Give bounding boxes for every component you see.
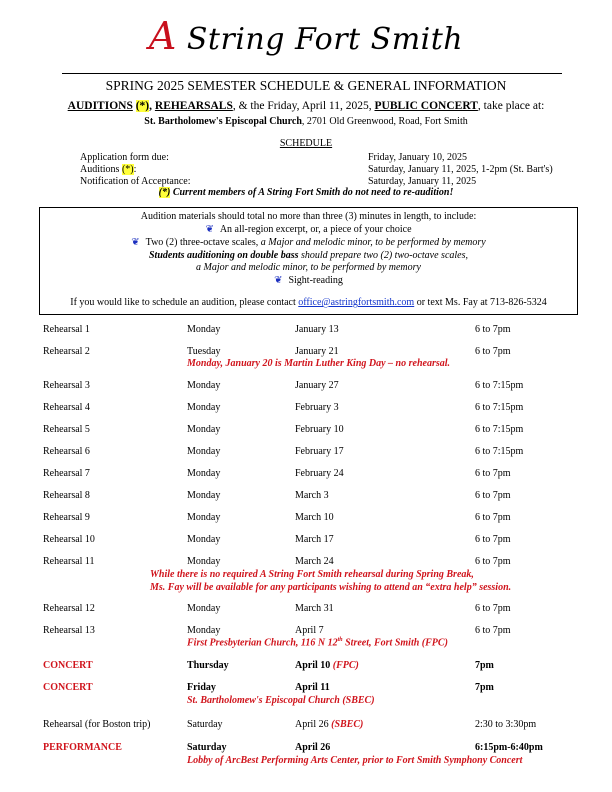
row-date: March 24 — [295, 556, 334, 567]
row-time: 6 to 7pm — [475, 512, 511, 523]
box-bullet — [39, 224, 578, 235]
auditions-word: AUDITIONS — [67, 100, 133, 112]
current-note-text: Current members of A String Fort Smith do not need to re-audition! — [170, 187, 454, 198]
fpc-text: First Presbyterian Church, 116 N 12 — [187, 637, 338, 649]
row-day: Monday — [187, 424, 221, 435]
row-event: Rehearsal 2 — [43, 346, 90, 357]
spring-break-note: Ms. Fay will be available for any participants wishing to attend an “extra help” session. — [150, 582, 512, 593]
row-date: April 11 — [295, 682, 330, 693]
row-date: February 17 — [295, 446, 344, 457]
auditions-tail: , take place at: — [477, 100, 545, 112]
info-value: Saturday, January 11, 2025 — [368, 176, 477, 187]
title-divider — [62, 73, 562, 74]
title-initial: A — [148, 14, 177, 58]
row-event: Rehearsal 9 — [43, 512, 90, 523]
row-day: Monday — [187, 468, 221, 479]
row-event: PERFORMANCE — [43, 742, 122, 753]
row-day: Monday — [187, 490, 221, 501]
row-date: January 21 — [295, 346, 339, 357]
info-label: Notification of Acceptance: — [80, 176, 191, 187]
info-value: Friday, January 10, 2025 — [368, 152, 468, 163]
row-date: March 10 — [295, 512, 334, 523]
row-date: February 3 — [295, 402, 339, 413]
bass-note-rest: should prepare two (2) two-octave scales, — [298, 250, 468, 261]
row-date: April 26 — [295, 742, 331, 753]
row-day: Monday — [187, 556, 221, 567]
row-event: Rehearsal 1 — [43, 324, 90, 335]
fleuron-icon: ❦ — [274, 275, 283, 286]
sbec-location-note: St. Bartholomew's Episcopal Church (SBEC) — [187, 695, 375, 706]
page-title — [0, 14, 612, 58]
row-day: Monday — [187, 402, 221, 413]
bass-note-bold: Students auditioning on double bass — [148, 250, 299, 261]
current-marker: (*) — [158, 187, 171, 198]
row-time: 6 to 7pm — [475, 346, 511, 357]
row-day: Monday — [187, 512, 221, 523]
row-day: Monday — [187, 603, 221, 614]
venue-line — [0, 116, 612, 127]
row-time: 6 to 7:15pm — [475, 446, 524, 457]
mlk-note: Monday, January 20 is Martin Luther King Day – no rehearsal. — [187, 358, 451, 369]
row-event: CONCERT — [43, 682, 93, 693]
row-time: 7pm — [475, 660, 494, 671]
rehearsals-word: REHEARSALS — [154, 100, 233, 112]
row-date: March 3 — [295, 490, 329, 501]
info-label: Application form due: — [80, 152, 169, 163]
row-date: February 24 — [295, 468, 344, 479]
row-event: Rehearsal 4 — [43, 402, 90, 413]
row-day: Saturday — [187, 719, 223, 730]
fpc-location-note — [187, 637, 448, 648]
contact-line — [39, 297, 578, 308]
contact-text-end: or text Ms. Fay at 713-826-5324 — [414, 297, 547, 308]
row-date: March 17 — [295, 534, 334, 545]
row-time: 6 to 7:15pm — [475, 424, 524, 435]
bass-note — [39, 250, 578, 261]
row-day: Monday — [187, 380, 221, 391]
row-day: Thursday — [187, 660, 229, 671]
auditions-marker: (*) — [135, 100, 150, 112]
row-date-note: (SBEC) — [331, 719, 364, 730]
row-time: 6 to 7pm — [475, 490, 511, 501]
current-members-note — [0, 187, 612, 198]
info-label-colon: : — [133, 164, 137, 175]
row-date-note: (FPC) — [332, 660, 359, 671]
row-day: Monday — [187, 534, 221, 545]
row-date-text: April 26 — [295, 719, 332, 730]
bass-note-line2-text: a Major and melodic minor, to be performed by memory — [196, 262, 421, 273]
info-label-text: Auditions — [80, 164, 122, 175]
bass-note-line2 — [39, 262, 578, 273]
row-time: 2:30 to 3:30pm — [475, 719, 537, 730]
contact-text: If you would like to schedule an audition, please contact — [70, 297, 299, 308]
info-value: Saturday, January 11, 2025, 1-2pm (St. Bart's) — [368, 164, 553, 175]
row-day: Monday — [187, 324, 221, 335]
spring-break-note: While there is no required A String Fort Smith rehearsal during Spring Break, — [150, 569, 474, 580]
row-time: 6 to 7:15pm — [475, 402, 524, 413]
row-event: Rehearsal 6 — [43, 446, 90, 457]
row-event: Rehearsal 3 — [43, 380, 90, 391]
box-bullet — [39, 237, 578, 248]
box-bullet — [39, 275, 578, 286]
row-time: 6 to 7pm — [475, 468, 511, 479]
schedule-heading: SCHEDULE — [279, 138, 333, 149]
venue-name: St. Bartholomew's Episcopal Church — [144, 116, 302, 127]
row-event: Rehearsal 5 — [43, 424, 90, 435]
row-event: Rehearsal 12 — [43, 603, 95, 614]
row-date: January 27 — [295, 380, 339, 391]
info-label — [80, 164, 136, 175]
bullet-text: Two (2) three-octave scales, — [145, 237, 261, 248]
row-date — [295, 660, 359, 671]
venue-address: , 2701 Old Greenwood, Road, Fort Smith — [301, 116, 468, 127]
row-event: Rehearsal 10 — [43, 534, 95, 545]
title-text: String Fort Smith — [176, 22, 464, 57]
fpc-text-end: Street, Fort Smith (FPC) — [342, 637, 448, 649]
row-time: 6 to 7pm — [475, 603, 511, 614]
box-intro: Audition materials should total no more than three (3) minutes in length, to include: — [140, 211, 477, 222]
concert-word: PUBLIC CONCERT — [374, 100, 478, 112]
row-event: Rehearsal 13 — [43, 625, 95, 636]
row-date: January 13 — [295, 324, 339, 335]
row-day: Saturday — [187, 742, 227, 753]
row-time: 6 to 7pm — [475, 534, 511, 545]
bullet-text-italic: a Major and melodic minor, to be performed by memory — [260, 237, 486, 248]
row-time: 6:15pm-6:40pm — [475, 742, 543, 753]
row-event: Rehearsal (for Boston trip) — [43, 719, 151, 730]
arcbest-location-note: Lobby of ArcBest Performing Arts Center, prior to Fort Smith Symphony Concert — [187, 755, 523, 766]
row-date: March 31 — [295, 603, 334, 614]
row-event: Rehearsal 7 — [43, 468, 90, 479]
row-date — [295, 719, 363, 730]
auditions-marker: (*) — [121, 164, 134, 175]
row-event: Rehearsal 11 — [43, 556, 95, 567]
auditions-mid: , & the Friday, April 11, 2025, — [232, 100, 372, 112]
row-day: Tuesday — [187, 346, 221, 357]
row-time: 6 to 7pm — [475, 625, 511, 636]
row-event: CONCERT — [43, 660, 93, 671]
fpc-superscript: th — [337, 637, 343, 643]
bullet-text: An all-region excerpt, or, a piece of your choice — [219, 224, 412, 235]
email-link[interactable]: office@astringfortsmith.com — [298, 297, 415, 308]
auditions-line: AUDITIONS (*), REHEARSALS, & the Friday, April 11, 2025, PUBLIC CONCERT, take place at: — [67, 100, 545, 112]
fleuron-icon: ❦ — [131, 237, 140, 248]
semester-heading: SPRING 2025 SEMESTER SCHEDULE & GENERAL INFORMATION — [105, 78, 507, 93]
row-time: 6 to 7pm — [475, 556, 511, 567]
row-day: Monday — [187, 446, 221, 457]
row-date: April 7 — [295, 625, 324, 636]
row-day: Monday — [187, 625, 221, 636]
row-time: 6 to 7:15pm — [475, 380, 524, 391]
row-time: 7pm — [475, 682, 494, 693]
bullet-text: Sight-reading — [288, 275, 343, 286]
row-date-text: April 10 — [295, 660, 333, 671]
row-time: 6 to 7pm — [475, 324, 511, 335]
fleuron-icon: ❦ — [205, 224, 214, 235]
row-event: Rehearsal 8 — [43, 490, 90, 501]
row-date: February 10 — [295, 424, 344, 435]
row-day: Friday — [187, 682, 216, 693]
